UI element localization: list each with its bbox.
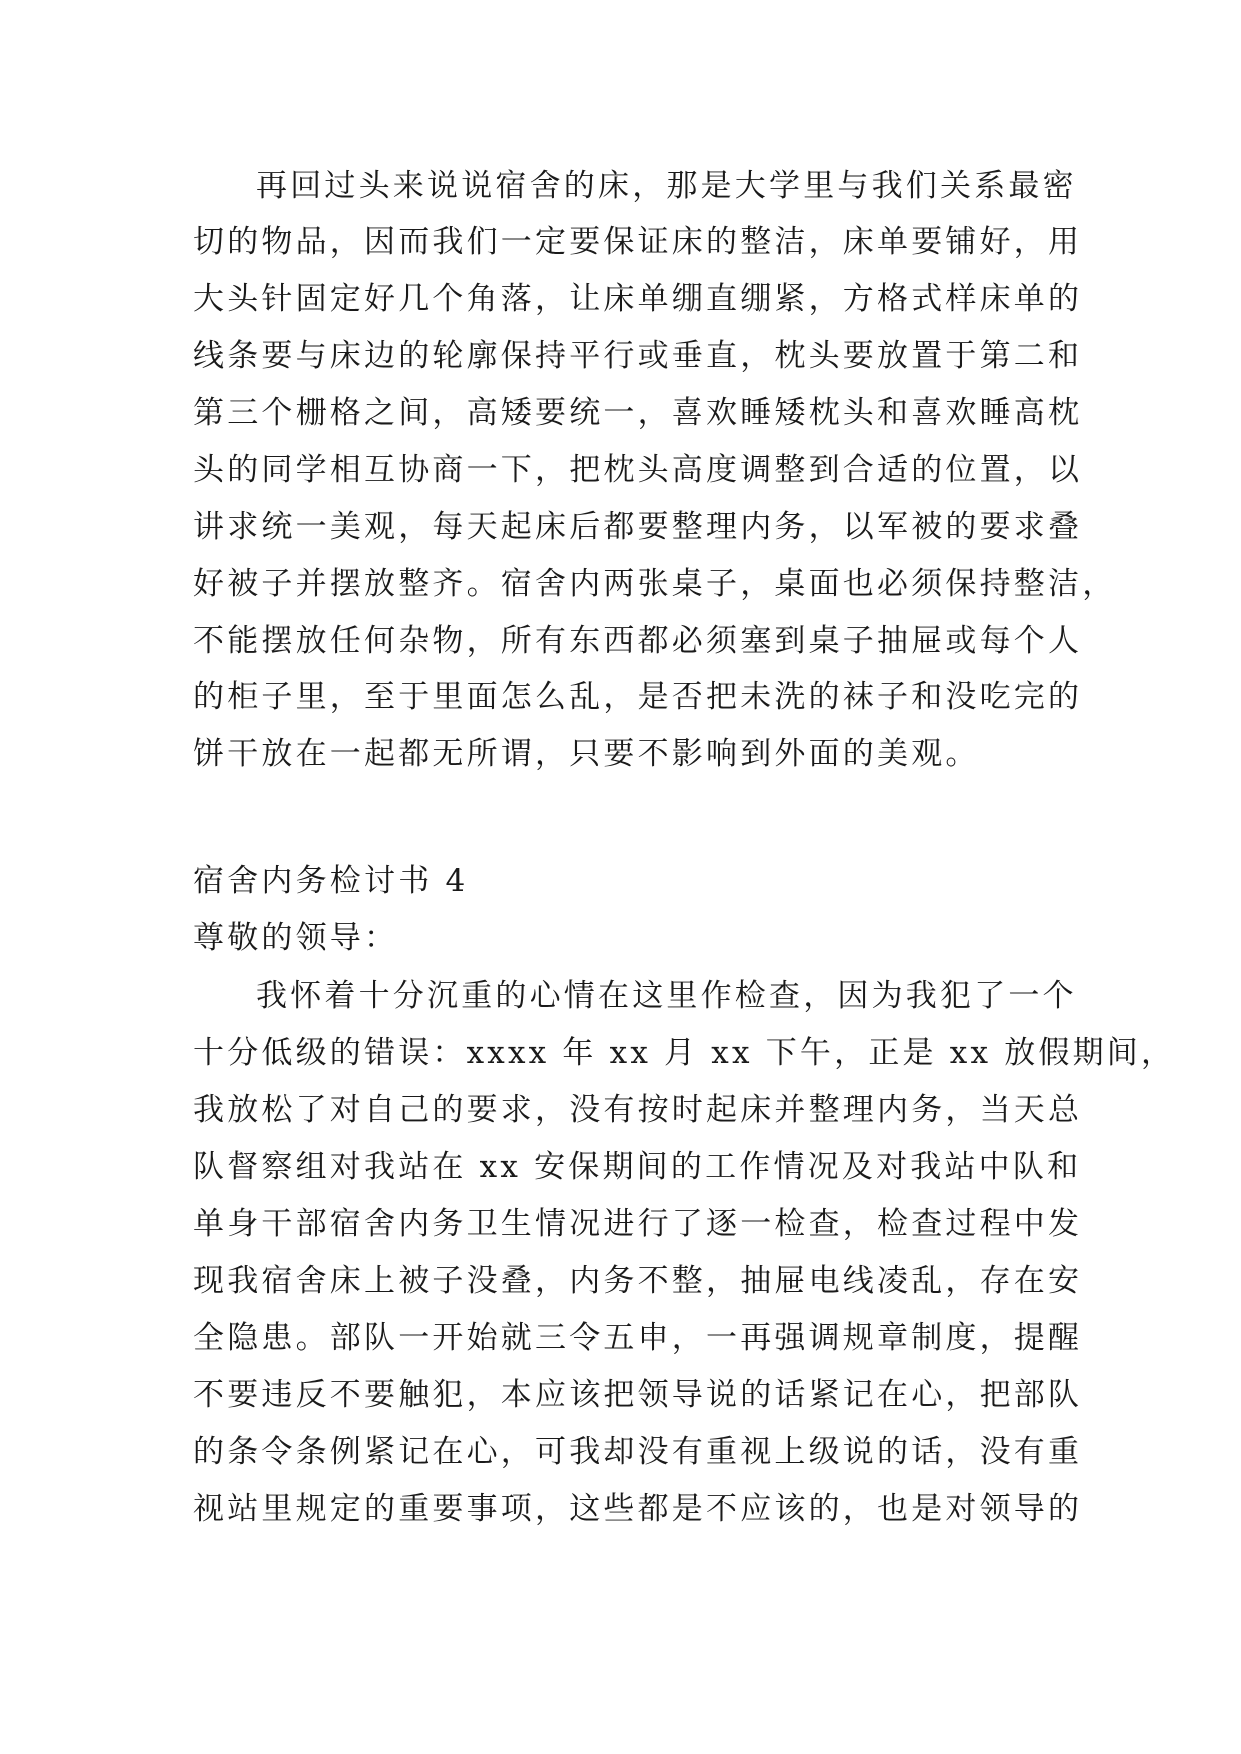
paragraph-1-line-3: 大头针固定好几个角落，让床单绷直绷紧，方格式样床单的 xyxy=(193,281,1083,317)
paragraph-1-line-4: 线条要与床边的轮廓保持平行或垂直，枕头要放置于第二和 xyxy=(193,338,1083,374)
paragraph-1-line-5: 第三个栅格之间，高矮要统一，喜欢睡矮枕头和喜欢睡高枕 xyxy=(193,395,1083,431)
paragraph-1-line-9: 不能摆放任何杂物，所有东西都必须塞到桌子抽屉或每个人 xyxy=(193,623,1083,659)
paragraph-2-line-6: 现我宿舍床上被子没叠，内务不整，抽屉电线凌乱，存在安 xyxy=(193,1263,1083,1299)
paragraph-1-line-10: 的柜子里，至于里面怎么乱，是否把未洗的袜子和没吃完的 xyxy=(193,679,1083,715)
paragraph-2-line-10: 视站里规定的重要事项，这些都是不应该的，也是对领导的 xyxy=(193,1491,1083,1527)
paragraph-1-line-11: 饼干放在一起都无所谓，只要不影响到外面的美观。 xyxy=(193,736,980,772)
salutation: 尊敬的领导： xyxy=(193,920,399,956)
paragraph-1-line-1: 再回过头来说说宿舍的床，那是大学里与我们关系最密 xyxy=(256,168,1077,204)
paragraph-2-line-1: 我怀着十分沉重的心情在这里作检查，因为我犯了一个 xyxy=(256,978,1077,1014)
paragraph-1-line-6: 头的同学相互协商一下，把枕头高度调整到合适的位置，以 xyxy=(193,452,1083,488)
paragraph-1-line-2: 切的物品，因而我们一定要保证床的整洁，床单要铺好，用 xyxy=(193,224,1083,260)
paragraph-2-line-7: 全隐患。部队一开始就三令五申，一再强调规章制度，提醒 xyxy=(193,1320,1083,1356)
paragraph-1-line-8: 好被子并摆放整齐。宿舍内两张桌子，桌面也必须保持整洁， xyxy=(193,566,1117,602)
paragraph-2-line-5: 单身干部宿舍内务卫生情况进行了逐一检查，检查过程中发 xyxy=(193,1206,1083,1242)
paragraph-2-line-2: 十分低级的错误：xxxx 年 xx 月 xx 下午，正是 xx 放假期间， xyxy=(193,1035,1176,1071)
paragraph-2-line-4: 队督察组对我站在 xx 安保期间的工作情况及对我站中队和 xyxy=(193,1149,1082,1185)
paragraph-2-line-3: 我放松了对自己的要求，没有按时起床并整理内务，当天总 xyxy=(193,1092,1083,1128)
paragraph-2-line-8: 不要违反不要触犯，本应该把领导说的话紧记在心，把部队 xyxy=(193,1377,1083,1413)
paragraph-1-line-7: 讲求统一美观，每天起床后都要整理内务，以军被的要求叠 xyxy=(193,509,1083,545)
section-title: 宿舍内务检讨书 4 xyxy=(193,863,469,899)
paragraph-2-line-9: 的条令条例紧记在心，可我却没有重视上级说的话，没有重 xyxy=(193,1434,1083,1470)
